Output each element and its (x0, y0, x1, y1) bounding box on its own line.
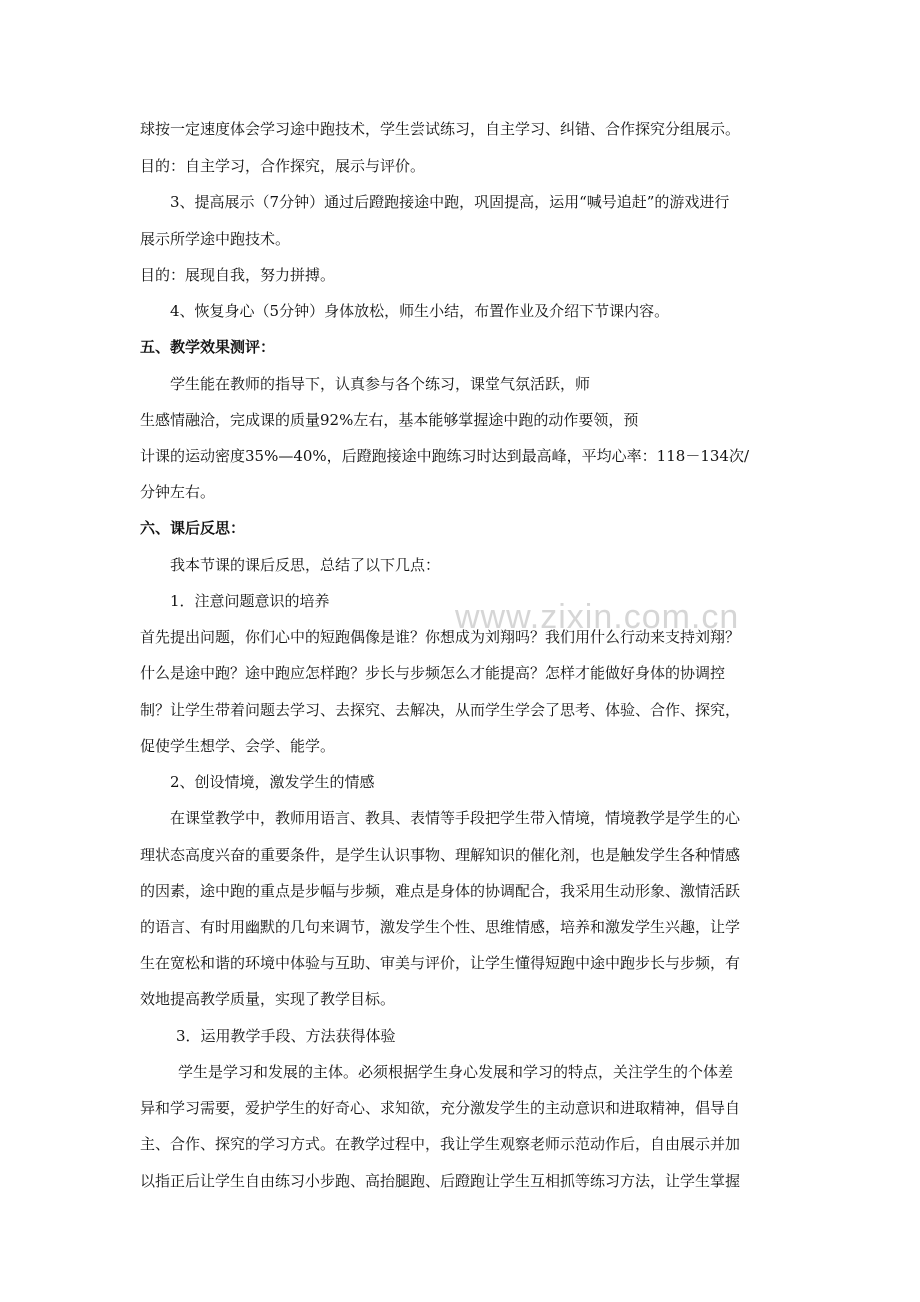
text-line: 的因素，途中跑的重点是步幅与步频，难点是身体的协调配合，我采用生动形象、激情活跃 (140, 882, 741, 900)
text-line: 在课堂教学中，教师用语言、教具、表情等手段把学生带入情境，情境教学是学生的心 (170, 809, 741, 827)
text-line: 展示所学途中跑技术。 (140, 230, 291, 248)
text-line: 学生能在教师的指导下，认真参与各个练习，课堂气氛活跃，师 (170, 375, 591, 393)
text-line: 1．注意问题意识的培养 (170, 592, 330, 610)
text-line: 3．运用教学手段、方法获得体验 (176, 1027, 396, 1045)
text-line: 什么是途中跑？途中跑应怎样跑？步长与步频怎么才能提高？怎样才能做好身体的协调控 (140, 664, 726, 682)
text-line: 生感情融洽，完成课的质量92%左右，基本能够掌握途中跑的动作要领，预 (140, 411, 639, 429)
text-line: 首先提出问题，你们心中的短跑偶像是谁？你想成为刘翔吗？我们用什么行动来支持刘翔？ (140, 628, 741, 646)
text-line: 2、创设情境，激发学生的情感 (170, 773, 375, 791)
text-line: 的语言、有时用幽默的几句来调节，激发学生个性、思维情感，培养和激发学生兴趣，让学 (140, 918, 741, 936)
text-line: 理状态高度兴奋的重要条件，是学生认识事物、理解知识的催化剂，也是触发学生各种情感 (140, 846, 741, 864)
section-heading: 五、教学效果测评： (140, 338, 276, 356)
text-line: 效地提高教学质量，实现了教学目标。 (140, 990, 396, 1008)
text-line: 制？让学生带着问题去学习、去探究、去解决，从而学生学会了思考、体验、合作、探究， (140, 701, 741, 719)
text-line: 球按一定速度体会学习途中跑技术，学生尝试练习，自主学习、纠错、合作探究分组展示。 (140, 120, 741, 138)
section-heading: 六、课后反思： (140, 519, 246, 537)
text-line: 异和学习需要，爱护学生的好奇心、求知欲，充分激发学生的主动意识和进取精神，倡导自 (140, 1099, 741, 1117)
text-line: 促使学生想学、会学、能学。 (140, 737, 336, 755)
text-line: 生在宽松和谐的环境中体验与互助、审美与评价，让学生懂得短跑中途中跑步长与步频，有 (140, 954, 741, 972)
text-line: 计课的运动密度35%—40%，后蹬跑接途中跑练习时达到最高峰，平均心率：118－134次/ (140, 447, 749, 465)
text-line: 主、合作、探究的学习方式。在教学过程中，我让学生观察老师示范动作后，自由展示并加 (140, 1135, 741, 1153)
text-line: 以指正后让学生自由练习小步跑、高抬腿跑、后蹬跑让学生互相抓等练习方法，让学生掌握 (140, 1172, 741, 1190)
text-line: 3、提高展示（7分钟）通过后蹬跑接途中跑，巩固提高，运用“喊号追赶”的游戏进行 (170, 193, 730, 211)
text-line: 分钟左右。 (140, 483, 216, 501)
watermark: www.zixin.com.cn (455, 598, 740, 636)
text-line: 学生是学习和发展的主体。必须根据学生身心发展和学习的特点，关注学生的个体差 (178, 1063, 734, 1081)
text-line: 目的：展现自我，努力拼搏。 (140, 266, 336, 284)
text-line: 我本节课的课后反思，总结了以下几点： (170, 556, 441, 574)
text-line: 目的：自主学习，合作探究，展示与评价。 (140, 157, 426, 175)
text-line: 4、恢复身心（5分钟）身体放松，师生小结，布置作业及介绍下节课内容。 (170, 302, 670, 320)
